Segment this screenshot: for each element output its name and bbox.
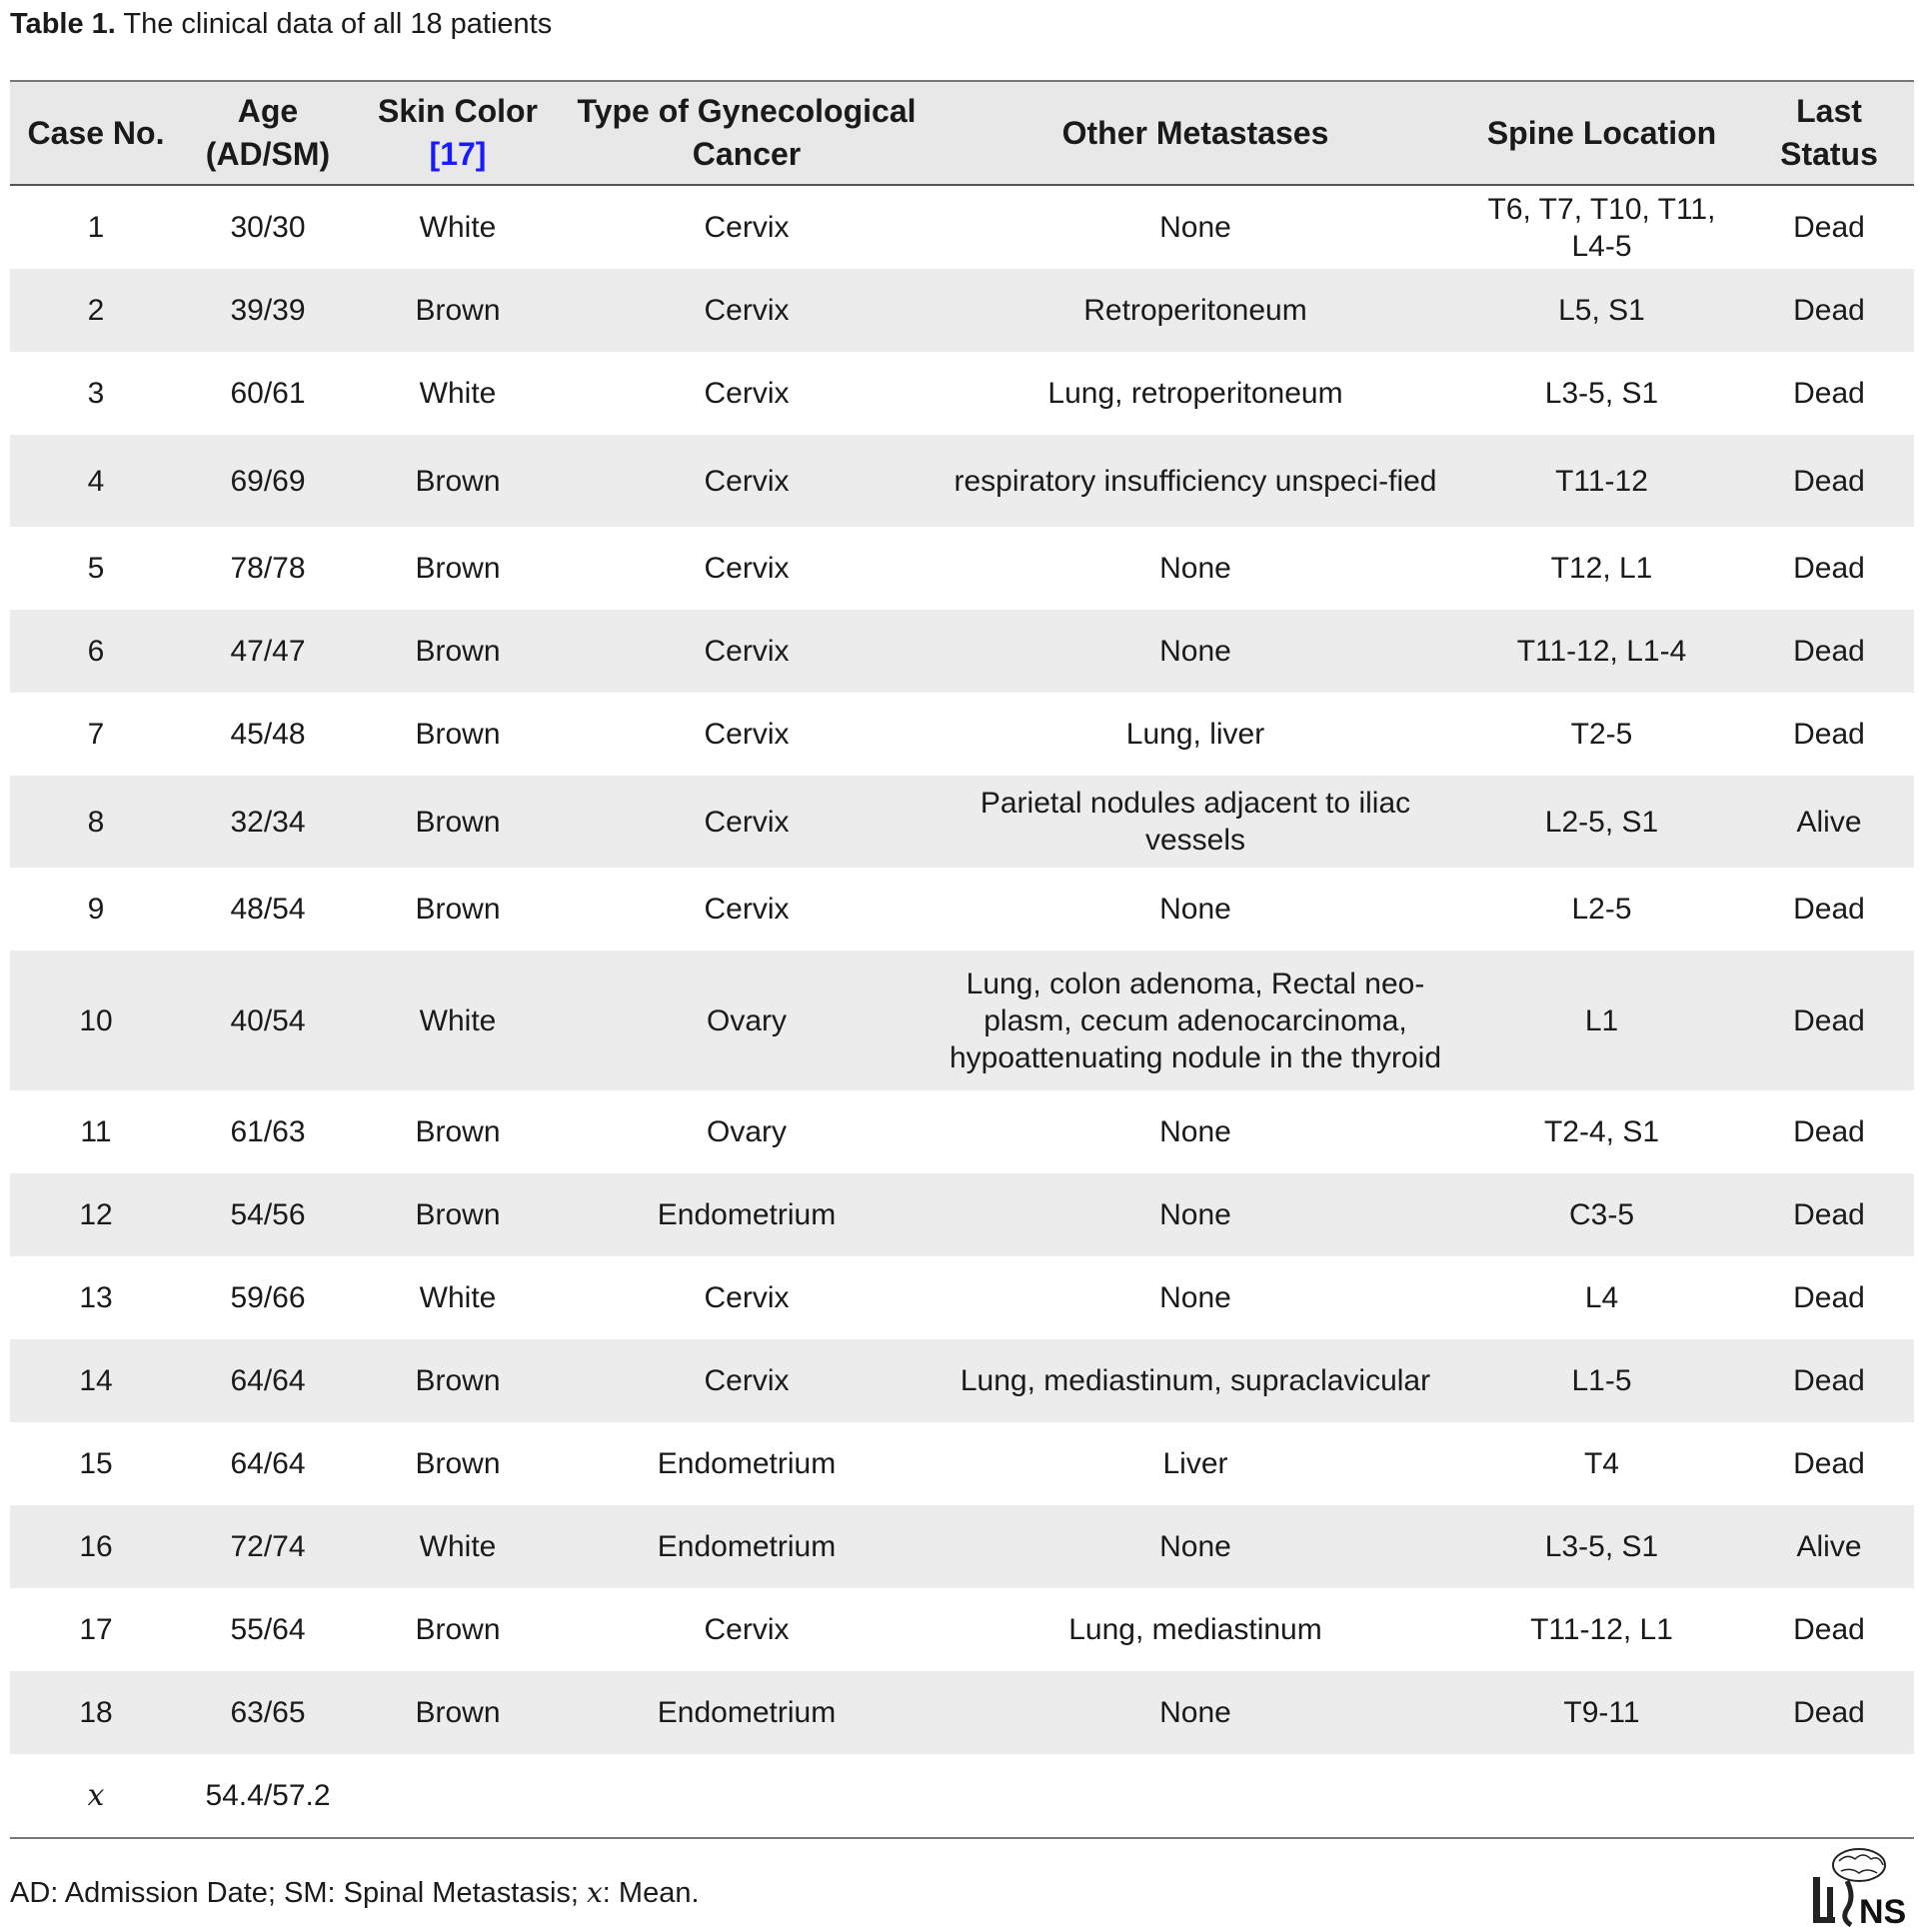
table-header [10, 81, 1914, 185]
cell-status: Dead [1793, 1115, 1865, 1148]
cell-spine: L3-5, S1 [1544, 377, 1659, 410]
cell-case: 8 [87, 805, 105, 839]
cell-age: 48/54 [230, 893, 306, 926]
cell-spine: L2-5, S1 [1544, 805, 1659, 839]
cell-case: 13 [79, 1281, 113, 1314]
cell-age: 72/74 [230, 1530, 306, 1563]
cell-metastases: Lung, liver [1125, 718, 1265, 751]
cell-case: 18 [79, 1696, 113, 1729]
cell-cancer: Cervix [704, 464, 790, 498]
cell-case: 15 [79, 1447, 113, 1480]
cell-cancer: Cervix [704, 718, 790, 751]
header-skin-color: Skin Color [17] [354, 81, 562, 185]
cell-skin: Brown [415, 635, 501, 668]
footnote-abbreviations: AD: Admission Date; SM: Spinal Metastasis; [10, 1877, 587, 1909]
cell-age: 32/34 [230, 805, 306, 839]
cell-status: Dead [1793, 893, 1865, 926]
header-other-metastases: Other Metastases [1061, 114, 1329, 151]
table-row [10, 1339, 1914, 1422]
cell-spine: T4 [1583, 1447, 1619, 1480]
cell-metastases: Lung, colon adenoma, Rectal neo-plasm, cecum adenocarcinoma, hypoattenuating nodule in the thyroid [949, 966, 1442, 1074]
cell-cancer: Ovary [706, 1003, 787, 1037]
cell-spine: L2-5 [1571, 893, 1632, 926]
cell-skin: Brown [415, 1696, 501, 1729]
cell-metastases: None [1159, 635, 1231, 668]
cell-status: Dead [1793, 1198, 1865, 1231]
clinical-data-table [10, 80, 1914, 1839]
table-footnote [10, 1875, 700, 1911]
cell-metastases: Lung, mediastinum [1068, 1613, 1322, 1646]
cell-case: 11 [80, 1115, 112, 1148]
table-row [10, 352, 1914, 435]
cell-spine: L1 [1584, 1003, 1619, 1037]
header-spine-location: Spine Location [1486, 114, 1717, 151]
cell-spine: T11-12, L1-4 [1516, 635, 1687, 668]
cell-skin: Brown [415, 1364, 501, 1397]
table-caption-text: The clinical data of all 18 patients [123, 8, 553, 40]
cell-skin: Brown [415, 464, 501, 498]
cell-cancer: Cervix [704, 635, 790, 668]
cell-metastases: Lung, retroperitoneum [1047, 377, 1343, 410]
cell-status: Dead [1793, 1447, 1865, 1480]
cell-skin: Brown [415, 1198, 501, 1231]
cell-spine: T12, L1 [1550, 552, 1653, 585]
mean-row [10, 1754, 1914, 1838]
cell-skin: Brown [415, 552, 501, 585]
cell-case: 14 [79, 1364, 113, 1397]
cell-skin: White [419, 1003, 497, 1037]
cell-skin: Brown [415, 294, 501, 327]
cell-status: Dead [1793, 635, 1865, 668]
cell-metastases: None [1159, 1696, 1231, 1729]
cell-spine: T9-11 [1563, 1696, 1640, 1729]
cell-skin: White [419, 211, 497, 244]
cell-spine: C3-5 [1568, 1198, 1635, 1231]
cell-case: 3 [87, 377, 105, 410]
table-row [10, 269, 1914, 352]
cell-cancer: Endometrium [657, 1696, 837, 1729]
cell-spine: L1-5 [1571, 1364, 1632, 1397]
cell-case: 16 [79, 1530, 113, 1563]
cell-cancer: Cervix [704, 211, 790, 244]
cell-metastases: None [1159, 1530, 1231, 1563]
cell-metastases: Lung, mediastinum, supraclavicular [960, 1364, 1431, 1397]
cell-case: 7 [87, 718, 105, 751]
cell-status: Dead [1793, 718, 1865, 751]
cell-skin: Brown [415, 1115, 501, 1148]
cell-skin: Brown [415, 1613, 501, 1646]
cell-cancer: Cervix [704, 377, 790, 410]
table-row [10, 1422, 1914, 1505]
cell-status: Dead [1793, 211, 1865, 244]
cell-case: 5 [87, 552, 105, 585]
table-row [10, 868, 1914, 951]
header-last-status: Last Status [1780, 93, 1878, 172]
table-row [10, 1671, 1914, 1754]
header-case-no: Case No. [27, 114, 165, 151]
cell-status: Dead [1793, 1696, 1865, 1729]
cell-status: Dead [1793, 377, 1865, 410]
cell-cancer: Cervix [704, 1281, 790, 1314]
mean-label [10, 1754, 182, 1838]
cell-metastases: None [1159, 1115, 1231, 1148]
mean-age-value: 54.4/57.2 [182, 1754, 354, 1838]
cell-age: 45/48 [230, 718, 306, 751]
logo-graphic [1807, 1847, 1913, 1927]
cell-age: 64/64 [230, 1364, 306, 1397]
cell-case: 6 [87, 635, 105, 668]
cell-metastases: Parietal nodules adjacent to iliac vessels [979, 787, 1411, 857]
cell-skin: Brown [415, 893, 501, 926]
cell-skin: White [419, 377, 497, 410]
cell-age: 40/54 [230, 1003, 306, 1037]
cell-skin: Brown [415, 1447, 501, 1480]
cell-cancer: Cervix [704, 893, 790, 926]
cell-skin: White [419, 1530, 497, 1563]
cell-skin: Brown [415, 805, 501, 839]
table-row [10, 527, 1914, 610]
cell-cancer: Cervix [704, 805, 790, 839]
cell-case: 4 [87, 464, 105, 498]
cell-cancer: Endometrium [657, 1198, 837, 1231]
cell-cancer: Cervix [704, 1613, 790, 1646]
cell-age: 59/66 [230, 1281, 306, 1314]
cell-age: 69/69 [230, 464, 306, 498]
table-row [10, 1256, 1914, 1339]
cell-metastases: None [1159, 552, 1231, 585]
cell-case: 2 [87, 294, 105, 327]
cell-age: 63/65 [230, 1696, 306, 1729]
cell-status: Dead [1793, 1003, 1865, 1037]
cell-case: 12 [79, 1198, 113, 1231]
logo-text: NS [1859, 1893, 1907, 1927]
cell-age: 78/78 [230, 552, 306, 585]
cell-metastases: None [1159, 1198, 1231, 1231]
table-row [10, 693, 1914, 776]
cell-status: Dead [1793, 1281, 1865, 1314]
table-body [10, 185, 1914, 1838]
table-row [10, 185, 1914, 269]
cell-status: Dead [1793, 552, 1865, 585]
header-row [10, 81, 1914, 185]
table-row [10, 776, 1914, 868]
cell-age: 64/64 [230, 1447, 306, 1480]
cell-status: Alive [1796, 805, 1862, 839]
cell-age: 39/39 [230, 294, 306, 327]
cell-age: 55/64 [230, 1613, 306, 1646]
table-row [10, 435, 1914, 527]
cell-cancer: Cervix [704, 1364, 790, 1397]
cell-cancer: Cervix [704, 294, 790, 327]
cell-metastases: Liver [1162, 1447, 1228, 1480]
cell-status: Dead [1793, 1613, 1865, 1646]
cell-spine: T6, T7, T10, T11, L4-5 [1487, 192, 1716, 263]
cell-case: 17 [79, 1613, 113, 1646]
cell-spine: T2-4, S1 [1543, 1115, 1660, 1148]
cell-case: 10 [79, 1003, 113, 1037]
brain-spine-logo-icon [1807, 1847, 1913, 1927]
table-row [10, 610, 1914, 693]
cell-skin: White [419, 1281, 497, 1314]
mean-symbol: x [87, 1778, 105, 1813]
cell-cancer: Cervix [704, 552, 790, 585]
footnote-mean-symbol: x [587, 1876, 603, 1909]
table-row [10, 1173, 1914, 1256]
table-row [10, 1588, 1914, 1671]
table-row [10, 1090, 1914, 1173]
cell-status: Dead [1793, 464, 1865, 498]
cell-case: 9 [87, 893, 105, 926]
header-age: Age (AD/SM) [205, 93, 331, 172]
cell-status: Dead [1793, 1364, 1865, 1397]
cell-status: Alive [1796, 1530, 1862, 1563]
header-cancer-type: Type of Gynecological Cancer [577, 93, 917, 172]
cell-age: 47/47 [230, 635, 306, 668]
cell-metastases: None [1159, 211, 1231, 244]
cell-cancer: Endometrium [657, 1447, 837, 1480]
cell-metastases: respiratory insufficiency unspeci-fied [954, 464, 1437, 498]
cell-case: 1 [87, 211, 105, 244]
cell-metastases: Retroperitoneum [1083, 294, 1307, 327]
cell-metastases: None [1159, 893, 1231, 926]
table-caption-label: Table 1. [10, 8, 116, 40]
cell-spine: T11-12, L1 [1530, 1613, 1673, 1646]
cell-status: Dead [1793, 294, 1865, 327]
cell-age: 60/61 [230, 377, 306, 410]
cell-spine: T11-12 [1555, 464, 1648, 498]
cell-age: 54/56 [230, 1198, 306, 1231]
cell-spine: L3-5, S1 [1544, 1530, 1659, 1563]
table-row [10, 1505, 1914, 1588]
cell-spine: L5, S1 [1558, 294, 1645, 327]
cell-skin: Brown [415, 718, 501, 751]
cell-age: 61/63 [230, 1115, 306, 1148]
cell-spine: L4 [1584, 1281, 1619, 1314]
cell-metastases: None [1159, 1281, 1231, 1314]
table-row [10, 951, 1914, 1090]
cell-spine: T2-5 [1570, 718, 1633, 751]
cell-cancer: Ovary [706, 1115, 787, 1148]
footnote-mean-label: : Mean. [602, 1877, 700, 1909]
reference-link[interactable]: [17] [429, 136, 487, 172]
cell-age: 30/30 [230, 211, 306, 244]
cell-cancer: Endometrium [657, 1530, 837, 1563]
table-caption [10, 6, 552, 42]
